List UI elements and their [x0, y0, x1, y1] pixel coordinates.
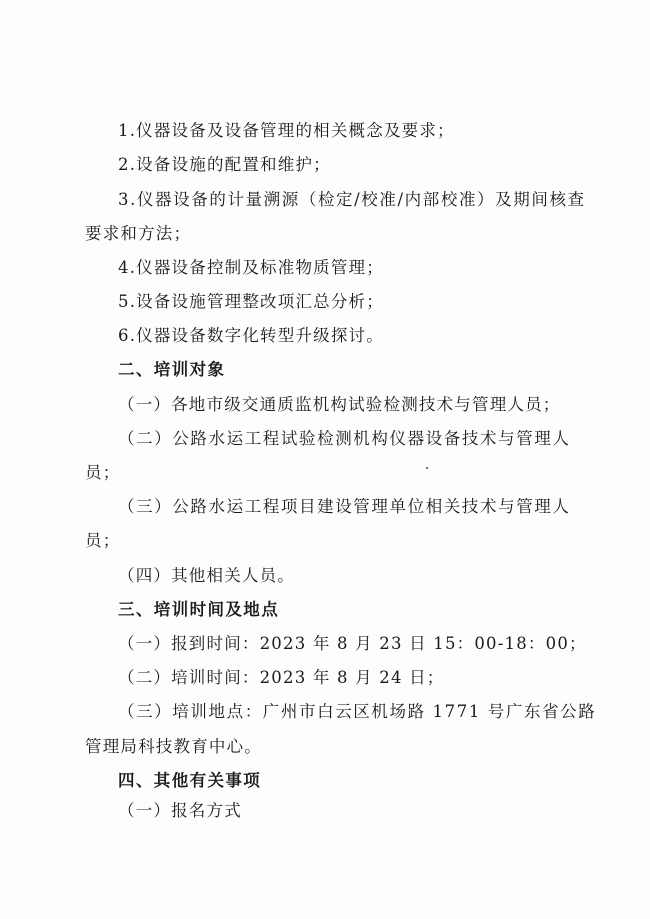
paragraph-line: （一）各地市级交通质监机构试验检测技术与管理人员；: [118, 395, 561, 414]
paragraph-line: （一）报到时间：2023 年 8 月 23 日 15：00-18：00；: [118, 634, 587, 653]
section-heading: 四、其他有关事项: [118, 771, 262, 790]
paragraph-line: （一）报名方式: [118, 801, 242, 820]
paragraph-line: （四）其他相关人员。: [118, 566, 295, 585]
paragraph-line: （三）公路水运工程项目建设管理单位相关技术与管理人: [118, 497, 571, 516]
paragraph-line: （三）培训地点：广州市白云区机场路 1771 号广东省公路: [118, 702, 597, 721]
list-item: 2.设备设施的配置和维护；: [118, 155, 331, 174]
paragraph-line: 员；: [85, 531, 121, 550]
list-item: 3.仪器设备的计量溯源（检定/校准/内部校准）及期间核查: [118, 190, 586, 209]
paragraph-line: （二）公路水运工程试验检测机构仪器设备技术与管理人: [118, 429, 571, 448]
list-item: 1.仪器设备及设备管理的相关概念及要求；: [118, 121, 455, 140]
list-item: 6.仪器设备数字化转型升级探讨。: [118, 326, 384, 345]
paragraph-line: 管理局科技教育中心。: [85, 737, 262, 756]
paragraph-line: 员；: [85, 463, 121, 482]
list-item: 5.设备设施管理整改项汇总分析；: [118, 292, 384, 311]
stray-mark: [426, 467, 428, 469]
list-item-continuation: 要求和方法；: [85, 224, 192, 243]
section-heading: 二、培训对象: [118, 360, 226, 379]
paragraph-line: （二）培训时间：2023 年 8 月 24 日；: [118, 668, 445, 687]
section-heading: 三、培训时间及地点: [118, 600, 280, 619]
list-item: 4.仪器设备控制及标准物质管理；: [118, 258, 384, 277]
